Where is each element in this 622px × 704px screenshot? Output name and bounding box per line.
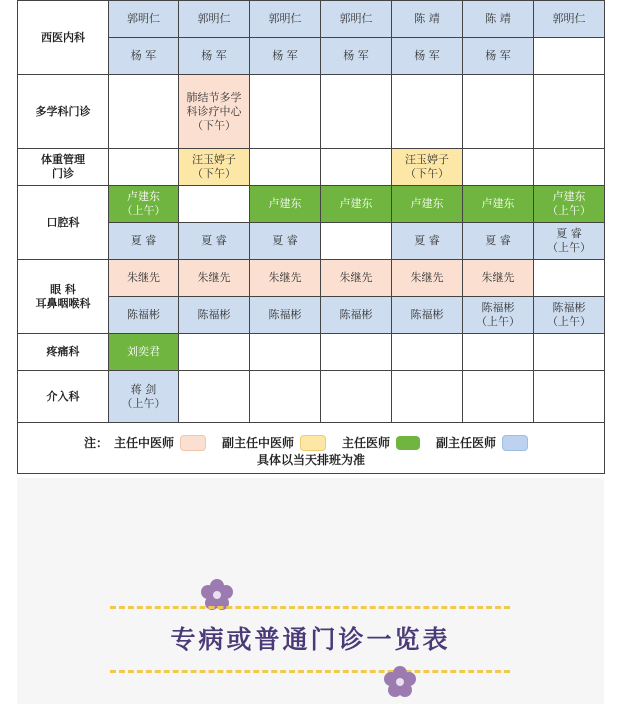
empty-cell bbox=[392, 371, 463, 423]
legend-note: 具体以当天排班为准 bbox=[256, 453, 365, 467]
empty-cell bbox=[534, 75, 605, 149]
empty-cell bbox=[109, 75, 179, 149]
doctor-cell: 肺结节多学 科诊疗中心 （下午） bbox=[179, 75, 250, 149]
doctor-cell: 杨 军 bbox=[392, 38, 463, 75]
flower-icon bbox=[383, 665, 417, 699]
doctor-cell: 夏 睿 （上午） bbox=[534, 223, 605, 260]
section-heading: 专病或普通门诊一览表 bbox=[170, 625, 451, 654]
doctor-cell: 杨 军 bbox=[179, 38, 250, 75]
legend-vchief-label: 副主任中医师 bbox=[221, 436, 294, 450]
empty-cell bbox=[534, 334, 605, 371]
empty-cell bbox=[534, 149, 605, 186]
empty-cell bbox=[321, 371, 392, 423]
legend-att-label: 主任医师 bbox=[342, 436, 391, 450]
doctor-cell: 夏 睿 bbox=[392, 223, 463, 260]
doctor-cell: 陈福彬 （上午） bbox=[534, 297, 605, 334]
clinic-schedule-table bbox=[17, 0, 605, 474]
empty-cell bbox=[534, 38, 605, 75]
legend-vatt-swatch bbox=[502, 435, 528, 451]
dept-interv: 介入科 bbox=[18, 371, 109, 423]
doctor-cell: 卢建东 （上午） bbox=[534, 186, 605, 223]
doctor-cell: 朱继先 bbox=[463, 260, 534, 297]
doctor-cell: 蒋 剑 （上午） bbox=[109, 371, 179, 423]
empty-cell bbox=[109, 149, 179, 186]
legend-row bbox=[18, 435, 604, 451]
empty-cell bbox=[463, 334, 534, 371]
doctor-cell: 朱继先 bbox=[392, 260, 463, 297]
legend-vchief-swatch bbox=[300, 435, 326, 451]
doctor-cell: 陈福彬 bbox=[109, 297, 179, 334]
dashed-rule-bottom bbox=[110, 670, 510, 673]
empty-cell bbox=[250, 149, 321, 186]
doctor-cell: 夏 睿 bbox=[463, 223, 534, 260]
empty-cell bbox=[463, 371, 534, 423]
doctor-cell: 杨 军 bbox=[463, 38, 534, 75]
doctor-cell: 夏 睿 bbox=[250, 223, 321, 260]
empty-cell bbox=[463, 149, 534, 186]
empty-cell bbox=[179, 371, 250, 423]
doctor-cell: 朱继先 bbox=[250, 260, 321, 297]
doctor-cell: 杨 军 bbox=[321, 38, 392, 75]
doctor-cell: 卢建东 （上午） bbox=[109, 186, 179, 223]
section-banner bbox=[17, 478, 604, 704]
doctor-cell: 卢建东 bbox=[250, 186, 321, 223]
doctor-cell: 夏 睿 bbox=[179, 223, 250, 260]
empty-cell bbox=[321, 334, 392, 371]
doctor-cell: 陈福彬 bbox=[179, 297, 250, 334]
doctor-cell: 朱继先 bbox=[109, 260, 179, 297]
empty-cell bbox=[321, 223, 392, 260]
empty-cell bbox=[321, 75, 392, 149]
dept-dental: 口腔科 bbox=[18, 186, 109, 260]
doctor-cell: 卢建东 bbox=[392, 186, 463, 223]
empty-cell bbox=[179, 186, 250, 223]
legend-vatt-label: 副主任医师 bbox=[436, 436, 497, 450]
doctor-cell: 陈 靖 bbox=[392, 1, 463, 38]
dept-weight: 体重管理 门诊 bbox=[18, 149, 109, 186]
doctor-cell: 郭明仁 bbox=[250, 1, 321, 38]
doctor-cell: 刘奕君 bbox=[109, 334, 179, 371]
empty-cell bbox=[463, 75, 534, 149]
doctor-cell: 陈福彬 bbox=[321, 297, 392, 334]
empty-cell bbox=[534, 260, 605, 297]
doctor-cell: 夏 睿 bbox=[109, 223, 179, 260]
doctor-cell: 朱继先 bbox=[179, 260, 250, 297]
doctor-cell: 陈 靖 bbox=[463, 1, 534, 38]
doctor-cell: 郭明仁 bbox=[109, 1, 179, 38]
dept-pain: 疼痛科 bbox=[18, 334, 109, 371]
doctor-cell: 卢建东 bbox=[463, 186, 534, 223]
dept-internal: 西医内科 bbox=[18, 1, 109, 75]
doctor-cell: 陈福彬 bbox=[392, 297, 463, 334]
empty-cell bbox=[179, 334, 250, 371]
doctor-cell: 汪玉婷子 （下午） bbox=[392, 149, 463, 186]
doctor-cell: 杨 军 bbox=[109, 38, 179, 75]
doctor-cell: 卢建东 bbox=[321, 186, 392, 223]
empty-cell bbox=[392, 334, 463, 371]
dept-eye-ent: 眼 科 耳鼻咽喉科 bbox=[18, 260, 109, 334]
dashed-rule-top bbox=[110, 606, 510, 609]
legend-chief-label: 主任中医师 bbox=[113, 436, 174, 450]
empty-cell bbox=[250, 75, 321, 149]
empty-cell bbox=[392, 75, 463, 149]
empty-cell bbox=[250, 371, 321, 423]
doctor-cell: 郭明仁 bbox=[179, 1, 250, 38]
legend-chief-swatch bbox=[180, 435, 206, 451]
doctor-cell: 朱继先 bbox=[321, 260, 392, 297]
doctor-cell: 郭明仁 bbox=[321, 1, 392, 38]
legend-att-swatch bbox=[396, 436, 420, 450]
empty-cell bbox=[250, 334, 321, 371]
doctor-cell: 汪玉婷子 （下午） bbox=[179, 149, 250, 186]
empty-cell bbox=[321, 149, 392, 186]
doctor-cell: 杨 军 bbox=[250, 38, 321, 75]
doctor-cell: 陈福彬 （上午） bbox=[463, 297, 534, 334]
empty-cell bbox=[534, 371, 605, 423]
doctor-cell: 郭明仁 bbox=[534, 1, 605, 38]
legend bbox=[18, 423, 605, 474]
dept-mdt: 多学科门诊 bbox=[18, 75, 109, 149]
doctor-cell: 陈福彬 bbox=[250, 297, 321, 334]
legend-prefix: 注： bbox=[83, 436, 108, 450]
